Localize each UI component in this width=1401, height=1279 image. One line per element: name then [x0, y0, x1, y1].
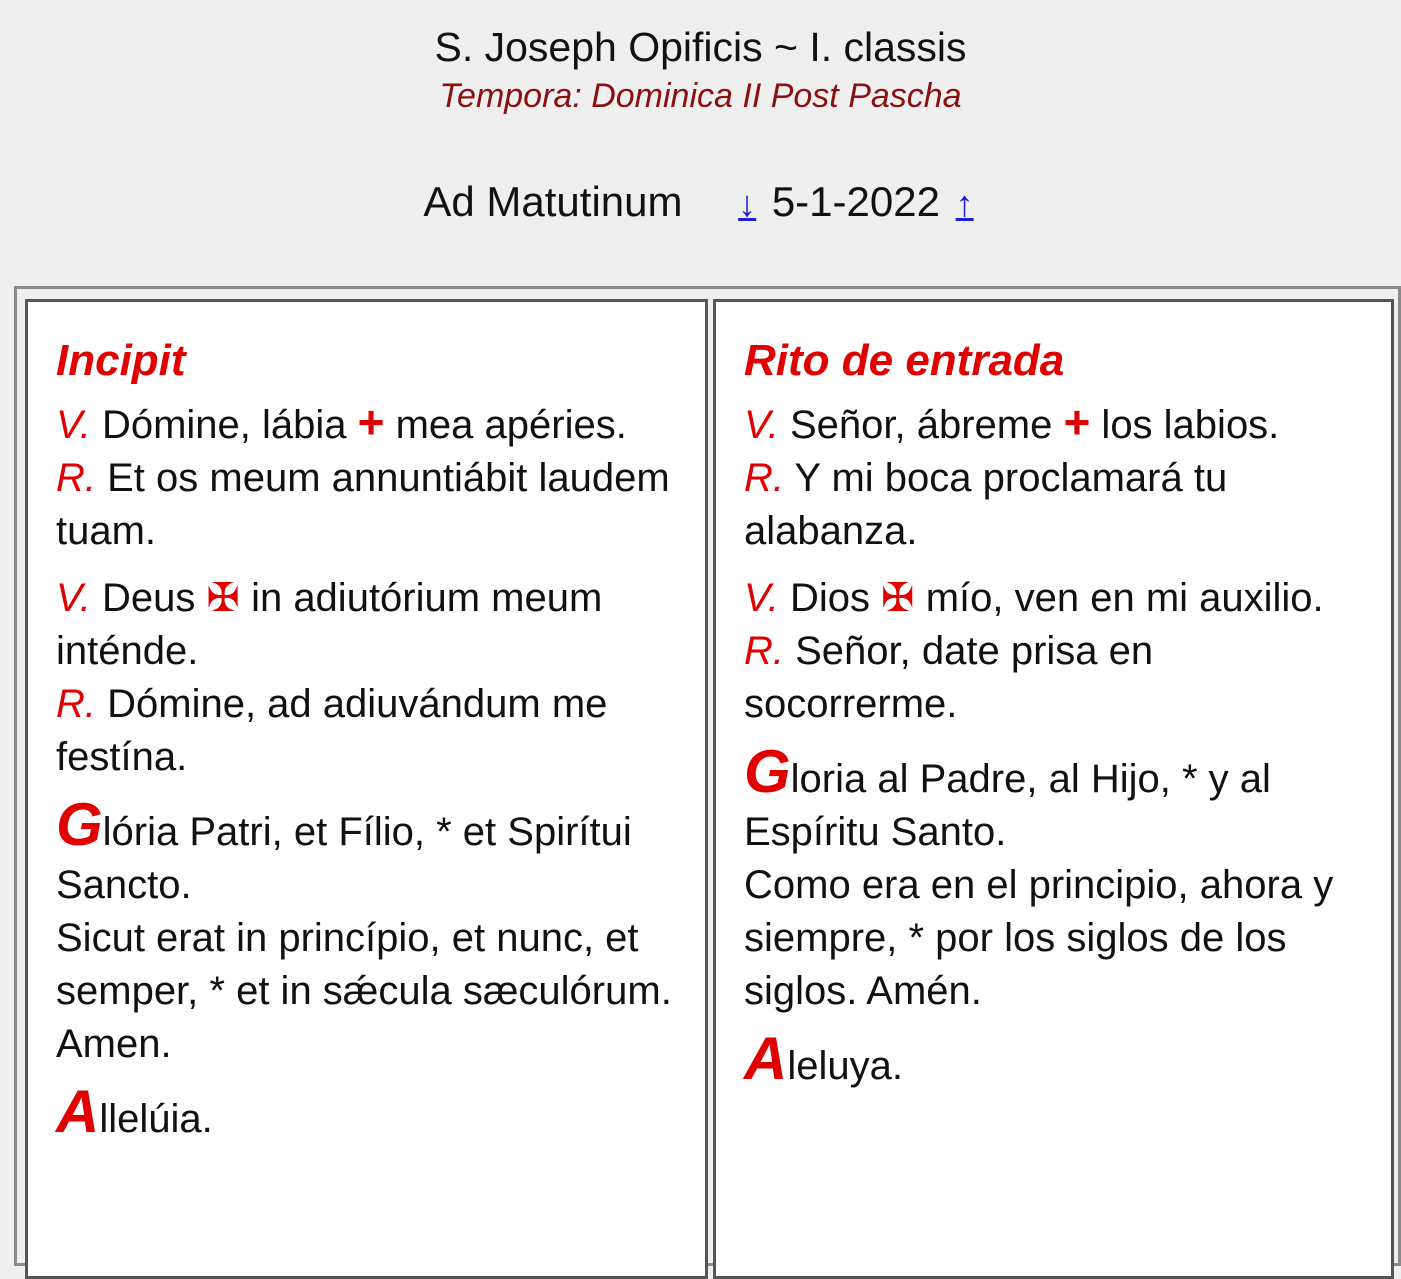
versicle-mark: V.	[56, 576, 91, 620]
response-mark: R.	[744, 456, 784, 500]
spanish-response-1: R. Y mi boca proclamará tu alabanza.	[744, 456, 1228, 553]
latin-response-2: R. Dómine, ad adiuvándum me festína.	[56, 682, 608, 779]
tempora-subtitle: Tempora: Dominica II Post Pascha	[439, 77, 962, 115]
spanish-gloria: Gloria al Padre, al Hijo, * y al Espíritu Santo.	[744, 738, 1271, 854]
latin-versicle-2: V. Deus ✠ in adiutórium meum inténde.	[56, 576, 603, 673]
latin-column	[25, 299, 708, 1279]
latin-response-1: R. Et os meum annuntiábit laudem tuam.	[56, 456, 670, 553]
spanish-aleluya: Aleluya.	[744, 1025, 903, 1092]
latin-versicle-1: V. Dómine, lábia + mea apéries.	[56, 396, 627, 448]
office-header	[0, 0, 1401, 286]
spanish-como-era: Como era en el principio, ahora y siempre, * por los siglos de los siglos. Amén.	[744, 863, 1334, 1013]
spanish-versicle-1: V. Señor, ábreme + los labios.	[744, 396, 1280, 448]
versicle-mark: V.	[744, 576, 779, 620]
versicle-mark: V.	[744, 403, 779, 447]
alleluia-initial: A	[56, 1078, 100, 1145]
response-mark: R.	[56, 456, 96, 500]
hour-name: Ad Matutinum	[423, 178, 683, 225]
sign-of-cross-icon: +	[1063, 396, 1091, 448]
sign-of-cross-icon: +	[357, 396, 385, 448]
latin-gloria: Glória Patri, et Fílio, * et Spirítui Sancto.	[56, 791, 632, 907]
hour-date-line	[0, 176, 1401, 230]
alleluia-initial: A	[744, 1025, 788, 1092]
spanish-response-2: R. Señor, date prisa en socorrerme.	[744, 629, 1154, 726]
gloria-initial: G	[56, 791, 103, 858]
response-mark: R.	[744, 629, 784, 673]
latin-alleluia: Allelúia.	[56, 1078, 213, 1145]
latin-section-heading: Incipit	[56, 336, 186, 385]
previous-day-link[interactable]: ↓	[738, 183, 757, 224]
spanish-column	[713, 299, 1394, 1279]
feast-title: S. Joseph Opificis ~ I. classis	[434, 24, 967, 70]
gloria-initial: G	[744, 738, 791, 805]
spanish-section-heading: Rito de entrada	[744, 336, 1065, 385]
office-date: 5-1-2022	[771, 178, 940, 225]
maltese-cross-icon: ✠	[881, 576, 915, 620]
latin-sicut-erat: Sicut erat in princípio, et nunc, et semper, * et in sǽcula sæculórum. Amen.	[56, 916, 672, 1066]
parallel-text-table	[14, 286, 1401, 1266]
versicle-mark: V.	[56, 403, 91, 447]
spanish-versicle-2: V. Dios ✠ mío, ven en mi auxilio.	[744, 576, 1324, 620]
response-mark: R.	[56, 682, 96, 726]
next-day-link[interactable]: ↑	[955, 183, 974, 224]
maltese-cross-icon: ✠	[206, 576, 240, 620]
